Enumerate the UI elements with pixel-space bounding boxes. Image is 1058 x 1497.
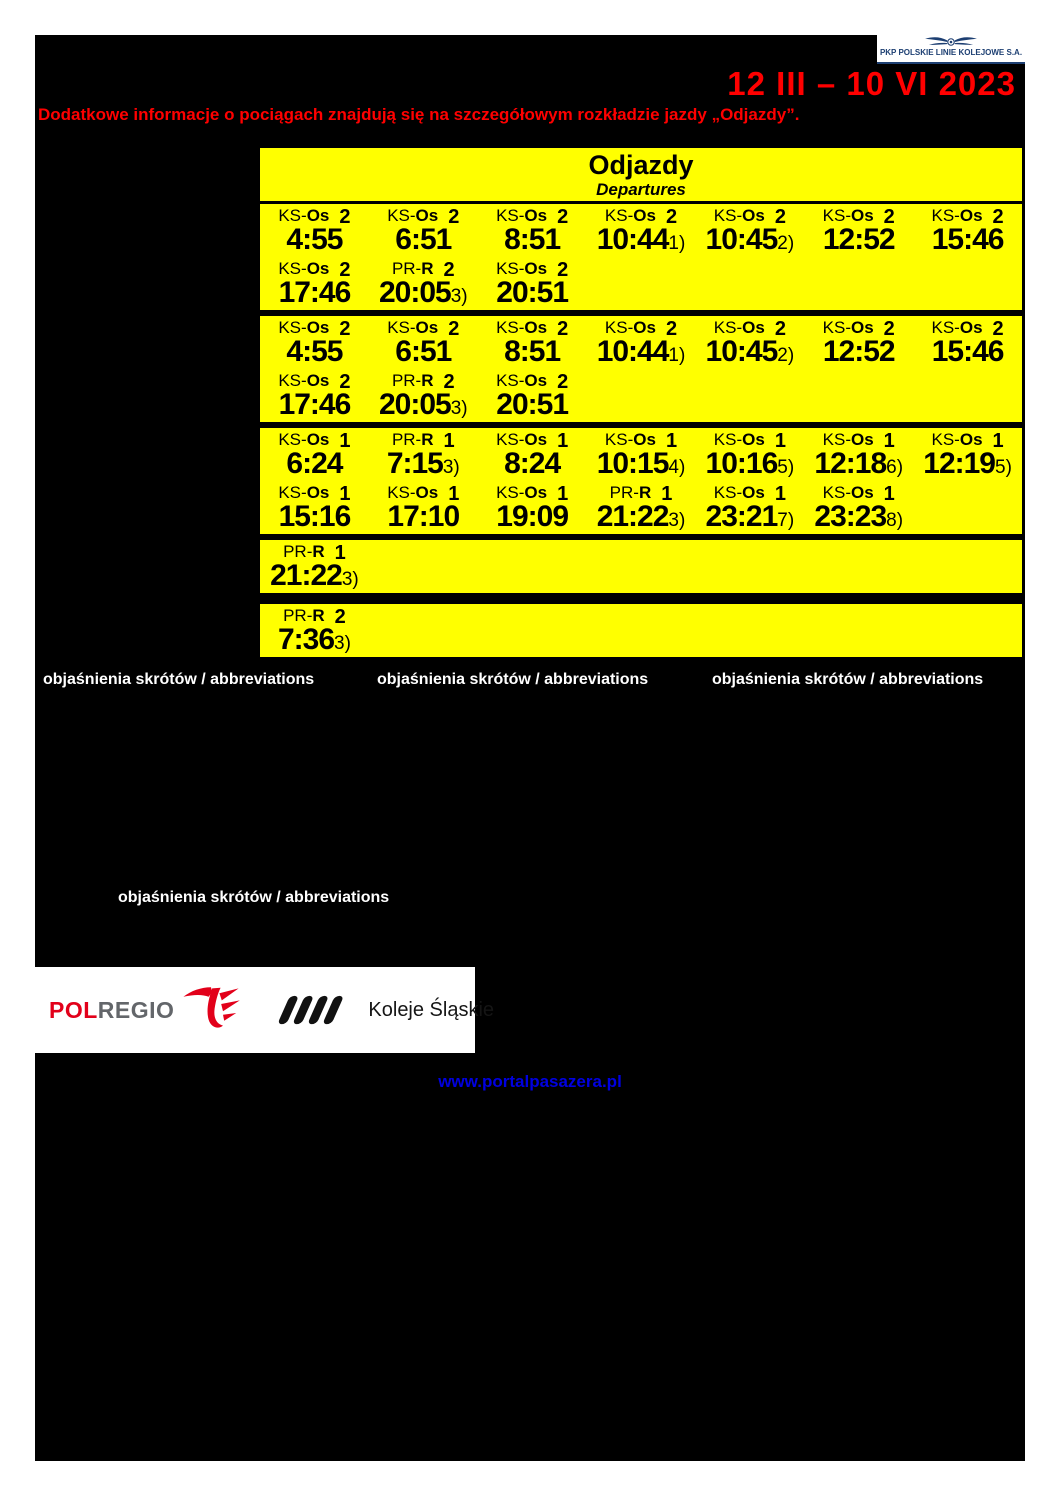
departure-cell bbox=[260, 540, 369, 593]
train-category: KS-Os bbox=[496, 371, 548, 390]
track-number: 1 bbox=[665, 430, 678, 452]
departure-cell bbox=[695, 257, 804, 310]
track-number: 2 bbox=[883, 318, 895, 340]
departure-time: 4:55 bbox=[286, 335, 343, 368]
polregio-logo bbox=[49, 980, 242, 1040]
departure-time: 10:441) bbox=[596, 223, 686, 256]
departure-cell bbox=[587, 428, 696, 481]
pkp-logo-text: PKP POLSKIE LINIE KOLEJOWE S.A. bbox=[879, 48, 1023, 57]
train-category: KS-Os bbox=[387, 483, 439, 502]
departure-cell bbox=[804, 428, 913, 481]
departure-time: 8:24 bbox=[504, 447, 561, 480]
departure-cell bbox=[695, 369, 804, 422]
departure-cell bbox=[913, 481, 1022, 534]
track-number: 2 bbox=[774, 318, 786, 340]
train-category: KS-Os bbox=[713, 430, 765, 449]
departure-cell bbox=[695, 540, 804, 593]
departure-time: 15:46 bbox=[931, 223, 1004, 256]
track-number: 1 bbox=[557, 430, 569, 452]
departure-time: 10:452) bbox=[705, 335, 795, 368]
track-number: 2 bbox=[339, 371, 351, 393]
departure-time: 15:16 bbox=[278, 500, 351, 533]
timetable-board bbox=[35, 35, 1025, 1461]
track-number: 1 bbox=[339, 483, 351, 505]
departures-row bbox=[260, 428, 1022, 481]
track-number: 1 bbox=[883, 483, 895, 505]
departure-cell bbox=[478, 257, 587, 310]
departure-cell bbox=[587, 540, 696, 593]
departure-cell bbox=[804, 540, 913, 593]
footnote-ref: 8) bbox=[886, 510, 904, 531]
train-category: KS-Os bbox=[496, 483, 548, 502]
departure-cell bbox=[804, 204, 913, 257]
footnote-ref: 5) bbox=[777, 457, 795, 478]
track-number: 2 bbox=[774, 206, 786, 228]
departure-time: 12:52 bbox=[822, 223, 895, 256]
departure-cell bbox=[804, 316, 913, 369]
koleje-slaskie-logo bbox=[276, 992, 494, 1028]
train-category: KS-Os bbox=[931, 206, 983, 225]
departure-cell bbox=[260, 369, 369, 422]
footnote-ref: 3) bbox=[450, 286, 468, 307]
departure-time: 23:217) bbox=[705, 500, 795, 533]
footnote-ref: 7) bbox=[777, 510, 795, 531]
track-number: 1 bbox=[883, 430, 895, 452]
train-category: KS-Os bbox=[387, 206, 439, 225]
departure-cell bbox=[587, 604, 696, 657]
departure-time: 6:24 bbox=[286, 447, 343, 480]
track-number: 1 bbox=[661, 483, 673, 505]
departure-cell bbox=[913, 540, 1022, 593]
departure-cell bbox=[695, 604, 804, 657]
track-number: 2 bbox=[339, 206, 351, 228]
departures-block-5 bbox=[260, 604, 1022, 657]
pkp-winged-wheel-icon bbox=[924, 36, 978, 48]
departure-time: 10:452) bbox=[705, 223, 795, 256]
train-category: KS-Os bbox=[822, 318, 874, 337]
departure-cell bbox=[587, 481, 696, 534]
track-number: 2 bbox=[339, 259, 351, 281]
departure-cell bbox=[587, 257, 696, 310]
train-category: KS-Os bbox=[822, 483, 874, 502]
train-category: KS-Os bbox=[604, 206, 656, 225]
train-category: KS-Os bbox=[496, 318, 548, 337]
title-departures: Departures bbox=[596, 180, 686, 199]
footnote-ref: 4) bbox=[668, 457, 686, 478]
track-number: 2 bbox=[883, 206, 895, 228]
track-number: 2 bbox=[665, 318, 678, 340]
train-category: KS-Os bbox=[713, 206, 765, 225]
abbreviations-label-3: objaśnienia skrótów / abbreviations bbox=[712, 671, 984, 688]
departure-time: 20:51 bbox=[496, 388, 569, 421]
departure-cell bbox=[913, 316, 1022, 369]
track-number: 2 bbox=[557, 318, 569, 340]
departure-cell bbox=[369, 204, 478, 257]
track-number: 2 bbox=[443, 259, 455, 281]
footnote-ref: 2) bbox=[777, 345, 795, 366]
train-category: KS-Os bbox=[278, 259, 330, 278]
abbreviations-label-2: objaśnienia skrótów / abbreviations bbox=[377, 671, 649, 688]
departure-time: 19:09 bbox=[496, 500, 569, 533]
departure-cell bbox=[478, 204, 587, 257]
departure-cell bbox=[369, 604, 478, 657]
train-category: PR-R bbox=[391, 371, 434, 390]
departure-cell bbox=[804, 257, 913, 310]
track-number: 1 bbox=[774, 483, 786, 505]
polregio-pol-text: POL bbox=[49, 996, 98, 1023]
track-number: 2 bbox=[339, 318, 351, 340]
footnote-ref: 3) bbox=[450, 398, 468, 419]
track-number: 1 bbox=[557, 483, 569, 505]
departure-time: 21:223) bbox=[596, 500, 686, 533]
departures-row bbox=[260, 540, 1022, 593]
train-category: KS-Os bbox=[822, 430, 874, 449]
departure-cell bbox=[804, 604, 913, 657]
departure-time: 17:46 bbox=[278, 276, 351, 309]
train-category: KS-Os bbox=[604, 318, 656, 337]
departure-time: 21:223) bbox=[270, 559, 359, 592]
departure-cell bbox=[804, 369, 913, 422]
departure-time: 8:51 bbox=[504, 223, 561, 256]
abbreviations-label-1: objaśnienia skrótów / abbreviations bbox=[43, 671, 315, 688]
track-number: 1 bbox=[443, 430, 455, 452]
departure-cell bbox=[478, 428, 587, 481]
footnote-ref: 3) bbox=[668, 510, 686, 531]
departure-cell bbox=[695, 481, 804, 534]
departure-time: 4:55 bbox=[286, 223, 343, 256]
departure-cell bbox=[587, 204, 696, 257]
board-title-block bbox=[260, 148, 1022, 201]
train-category: KS-Os bbox=[931, 318, 983, 337]
departure-cell bbox=[913, 204, 1022, 257]
departure-cell bbox=[369, 428, 478, 481]
train-category: KS-Os bbox=[278, 483, 330, 502]
departures-row bbox=[260, 316, 1022, 369]
footnote-ref: 6) bbox=[886, 457, 904, 478]
track-number: 2 bbox=[992, 206, 1004, 228]
track-number: 2 bbox=[557, 206, 569, 228]
validity-date-range: 12 III – 10 VI 2023 bbox=[727, 65, 1016, 102]
departure-time: 17:46 bbox=[278, 388, 351, 421]
track-number: 2 bbox=[557, 259, 569, 281]
train-category: KS-Os bbox=[713, 483, 765, 502]
polregio-regio-text: REGIO bbox=[97, 996, 175, 1023]
departure-cell bbox=[369, 369, 478, 422]
departure-time: 12:52 bbox=[822, 335, 895, 368]
train-category: KS-Os bbox=[931, 430, 983, 449]
departure-cell bbox=[478, 369, 587, 422]
departure-cell bbox=[260, 428, 369, 481]
track-number: 1 bbox=[334, 542, 346, 564]
departures-block-3 bbox=[260, 428, 1022, 534]
departure-cell bbox=[913, 257, 1022, 310]
train-category: PR-R bbox=[283, 606, 325, 625]
departure-time: 20:053) bbox=[378, 276, 468, 309]
departure-time: 23:238) bbox=[814, 500, 904, 533]
koleje-slaskie-stripes-icon bbox=[276, 992, 356, 1028]
departures-row bbox=[260, 604, 1022, 657]
departure-cell bbox=[369, 316, 478, 369]
departure-time: 12:195) bbox=[923, 447, 1012, 480]
footnote-ref: 3) bbox=[334, 633, 351, 654]
departure-time: 6:51 bbox=[395, 335, 452, 368]
footnote-ref: 5) bbox=[995, 457, 1012, 478]
departure-time: 10:165) bbox=[705, 447, 795, 480]
train-category: KS-Os bbox=[278, 430, 330, 449]
departures-block-4 bbox=[260, 540, 1022, 593]
train-category: PR-R bbox=[609, 483, 652, 502]
departure-cell bbox=[695, 428, 804, 481]
track-number: 2 bbox=[557, 371, 569, 393]
train-category: PR-R bbox=[283, 542, 325, 561]
departure-cell bbox=[695, 316, 804, 369]
departure-cell bbox=[260, 204, 369, 257]
departure-cell bbox=[587, 316, 696, 369]
departure-cell bbox=[804, 481, 913, 534]
footnote-ref: 1) bbox=[668, 233, 686, 254]
departure-cell bbox=[260, 316, 369, 369]
departure-cell bbox=[260, 604, 369, 657]
train-category: KS-Os bbox=[822, 206, 874, 225]
departure-cell bbox=[695, 204, 804, 257]
operator-logos-box bbox=[35, 967, 495, 1053]
track-number: 1 bbox=[339, 430, 351, 452]
departure-cell bbox=[913, 428, 1022, 481]
track-number: 2 bbox=[992, 318, 1004, 340]
pkp-logo-box bbox=[877, 35, 1025, 64]
departure-time: 6:51 bbox=[395, 223, 452, 256]
track-number: 2 bbox=[334, 606, 346, 628]
track-number: 1 bbox=[448, 483, 460, 505]
departure-cell bbox=[478, 481, 587, 534]
track-number: 2 bbox=[665, 206, 678, 228]
portal-pasazera-link[interactable]: www.portalpasazera.pl bbox=[438, 1072, 622, 1091]
track-number: 2 bbox=[448, 318, 460, 340]
departures-row bbox=[260, 204, 1022, 257]
train-category: KS-Os bbox=[604, 430, 656, 449]
departure-cell bbox=[478, 316, 587, 369]
train-category: PR-R bbox=[391, 259, 434, 278]
departure-cell bbox=[478, 540, 587, 593]
departure-time: 12:186) bbox=[814, 447, 904, 480]
departure-time: 10:441) bbox=[596, 335, 686, 368]
departure-time: 15:46 bbox=[931, 335, 1004, 368]
departures-block-2 bbox=[260, 316, 1022, 422]
departure-time: 10:154) bbox=[596, 447, 686, 480]
footnote-ref: 2) bbox=[777, 233, 795, 254]
departure-time: 20:51 bbox=[496, 276, 569, 309]
train-category: KS-Os bbox=[496, 430, 548, 449]
abbreviations-label-4: objaśnienia skrótów / abbreviations bbox=[118, 889, 390, 906]
footnote-ref: 3) bbox=[341, 569, 359, 590]
departures-row bbox=[260, 481, 1022, 534]
departure-cell bbox=[913, 369, 1022, 422]
koleje-slaskie-text: Koleje Śląskie bbox=[368, 998, 495, 1021]
track-number: 2 bbox=[448, 206, 460, 228]
departure-cell bbox=[369, 481, 478, 534]
track-number: 2 bbox=[443, 371, 455, 393]
departure-cell bbox=[913, 604, 1022, 657]
polregio-bird-icon bbox=[180, 980, 242, 1040]
train-category: PR-R bbox=[391, 430, 434, 449]
departure-cell bbox=[478, 604, 587, 657]
train-category: KS-Os bbox=[278, 371, 330, 390]
departure-time: 7:153) bbox=[386, 447, 460, 480]
departure-cell bbox=[369, 257, 478, 310]
train-category: KS-Os bbox=[496, 259, 548, 278]
additional-info-notice: Dodatkowe informacje o pociągach znajdują się na szczegółowym rozkładzie jazdy „Odjazdy”. bbox=[38, 105, 800, 124]
train-category: KS-Os bbox=[278, 206, 330, 225]
departure-cell bbox=[260, 257, 369, 310]
train-category: KS-Os bbox=[713, 318, 765, 337]
title-odjazdy: Odjazdy bbox=[588, 150, 694, 180]
departures-block-1 bbox=[260, 204, 1022, 310]
departure-time: 8:51 bbox=[504, 335, 561, 368]
departure-cell bbox=[369, 540, 478, 593]
departures-row bbox=[260, 257, 1022, 310]
train-category: KS-Os bbox=[387, 318, 439, 337]
train-category: KS-Os bbox=[278, 318, 330, 337]
departure-time: 20:053) bbox=[378, 388, 468, 421]
track-number: 1 bbox=[774, 430, 786, 452]
departure-cell bbox=[260, 481, 369, 534]
departures-row bbox=[260, 369, 1022, 422]
footnote-ref: 3) bbox=[442, 457, 460, 478]
footnote-ref: 1) bbox=[668, 345, 686, 366]
departure-time: 7:363) bbox=[277, 623, 351, 656]
departure-cell bbox=[587, 369, 696, 422]
track-number: 1 bbox=[992, 430, 1004, 452]
train-category: KS-Os bbox=[496, 206, 548, 225]
departure-time: 17:10 bbox=[387, 500, 460, 533]
